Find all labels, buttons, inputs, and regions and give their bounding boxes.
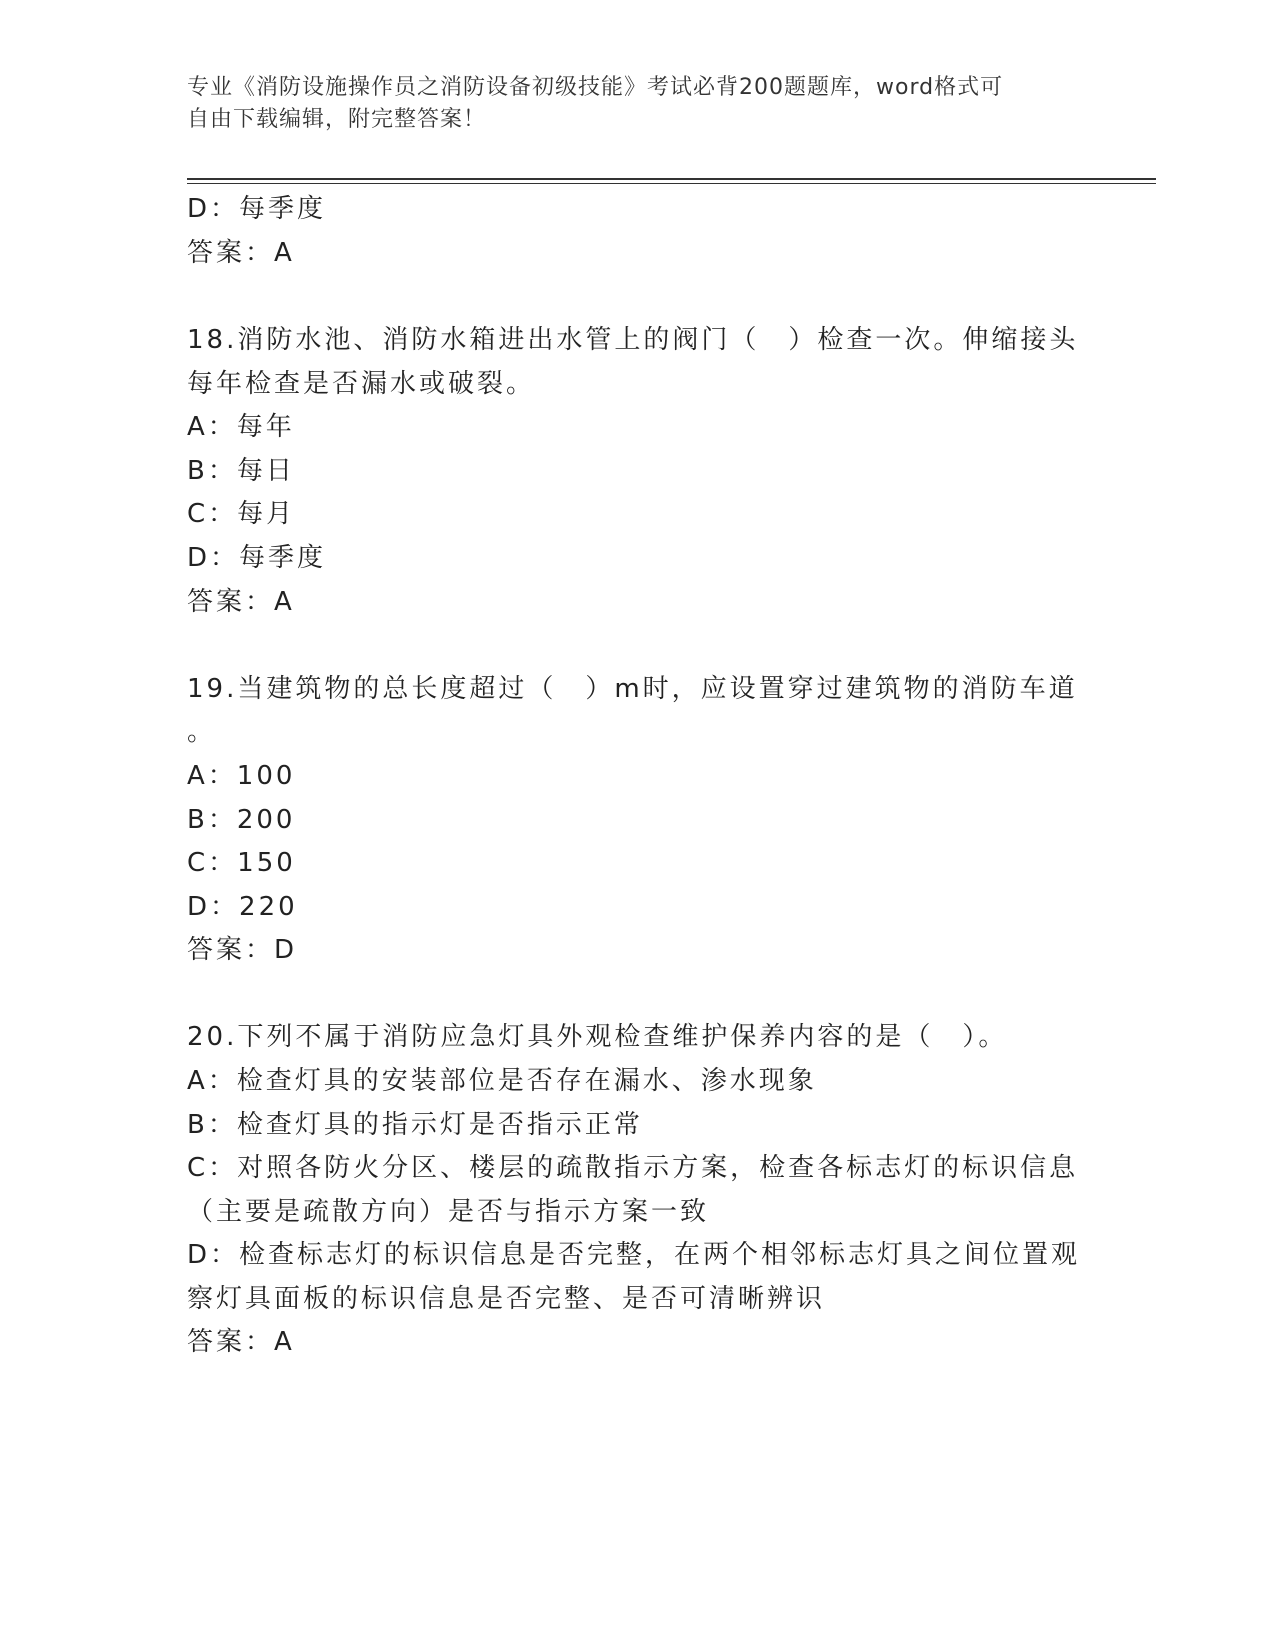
prev-answer: 答案：A: [187, 238, 295, 268]
q20-option-c-line-1: C：对照各防火分区、楼层的疏散指示方案，检查各标志灯的标识信息: [187, 1153, 1079, 1183]
q20-option-a: A：检查灯具的安装部位是否存在漏水、渗水现象: [187, 1066, 817, 1096]
header-rule-thin: [187, 183, 1156, 184]
header-line-2: 自由下载编辑，附完整答案！: [187, 107, 487, 132]
q20-answer: 答案：A: [187, 1327, 295, 1357]
q20-option-b: B：检查灯具的指示灯是否指示正常: [187, 1110, 643, 1140]
document-header: [187, 72, 1067, 136]
q18-stem-line-2: 每年检查是否漏水或破裂。: [187, 369, 536, 399]
q19-stem-line-2: 。: [187, 717, 217, 747]
header-rule-thick: [187, 178, 1156, 180]
q18-option-d: D：每季度: [187, 543, 327, 573]
q19-option-c: C：150: [187, 848, 296, 878]
q18-answer: 答案：A: [187, 587, 295, 617]
q19-option-d: D：220: [187, 892, 298, 922]
q19-answer: 答案：D: [187, 935, 298, 965]
q19-option-b: B：200: [187, 805, 296, 835]
q18-option-c: C：每月: [187, 499, 296, 529]
q18-stem-line-1: 18.消防水池、消防水箱进出水管上的阀门（ ）检查一次。伸缩接头: [187, 325, 1079, 355]
q18-option-b: B：每日: [187, 456, 295, 486]
q19-option-a: A：100: [187, 761, 296, 791]
q20-option-c-line-2: （主要是疏散方向）是否与指示方案一致: [187, 1197, 710, 1227]
q20-option-d-line-1: D：检查标志灯的标识信息是否完整，在两个相邻标志灯具之间位置观: [187, 1240, 1081, 1270]
q20-option-d-line-2: 察灯具面板的标识信息是否完整、是否可清晰辨识: [187, 1284, 826, 1314]
q19-stem-line-1: 19.当建筑物的总长度超过（ ）m时，应设置穿过建筑物的消防车道: [187, 674, 1078, 704]
prev-option-d: D：每季度: [187, 194, 327, 224]
q18-option-a: A：每年: [187, 412, 295, 442]
q20-stem-line-1: 20.下列不属于消防应急灯具外观检查维护保养内容的是（ ）。: [187, 1022, 1008, 1052]
header-line-1: 专业《消防设施操作员之消防设备初级技能》考试必背200题题库，word格式可: [187, 75, 1004, 100]
